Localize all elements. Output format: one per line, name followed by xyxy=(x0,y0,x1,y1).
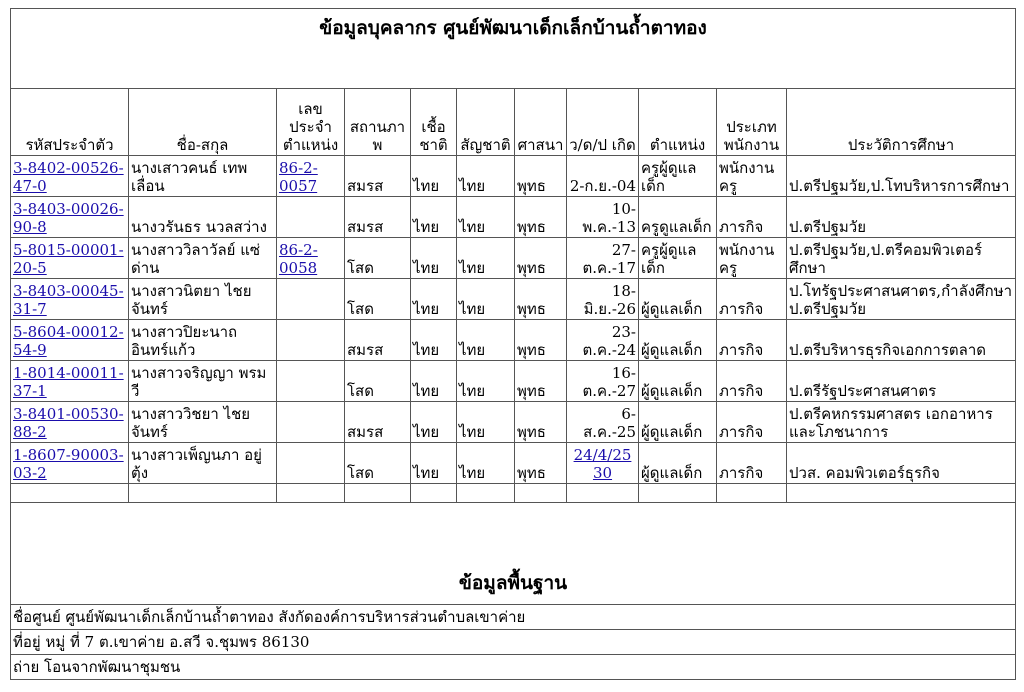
position-no-cell xyxy=(277,156,345,197)
table-row xyxy=(11,320,1016,361)
position-no-cell xyxy=(277,279,345,320)
education-cell: ป.ตรีปฐมวัย xyxy=(787,197,1016,238)
id-cell xyxy=(11,156,129,197)
birth-cell: 23-ต.ค.-24 xyxy=(567,320,639,361)
position-cell: ครูผู้ดูแลเด็ก xyxy=(639,238,717,279)
personnel-id-link[interactable]: 3-8403-00026-90-8 xyxy=(13,200,124,236)
education-cell: ป.ตรีปฐมวัย,ป.โทบริหารการศึกษา xyxy=(787,156,1016,197)
nationality-cell: ไทย xyxy=(457,238,515,279)
staff-type-cell: ภารกิจ xyxy=(717,402,787,443)
table-row xyxy=(11,402,1016,443)
status-cell: สมรส xyxy=(345,156,411,197)
position-cell: ผู้ดูแลเด็ก xyxy=(639,443,717,484)
position-cell: ผู้ดูแลเด็ก xyxy=(639,279,717,320)
table-header xyxy=(11,89,1016,156)
info-address: ที่อยู่ หมู่ ที่ 7 ต.เขาค่าย อ.สวี จ.ชุมพร 86130 xyxy=(11,630,1016,655)
position-cell: ผู้ดูแลเด็ก xyxy=(639,361,717,402)
status-cell: โสด xyxy=(345,361,411,402)
name-cell: นางสาววิลาวัลย์ แซ่ด่าน xyxy=(129,238,277,279)
nationality-cell: ไทย xyxy=(457,402,515,443)
nationality-cell: ไทย xyxy=(457,197,515,238)
position-cell: ผู้ดูแลเด็ก xyxy=(639,320,717,361)
status-cell: โสด xyxy=(345,279,411,320)
name-cell: นางสาววิชยา ไชยจันทร์ xyxy=(129,402,277,443)
name-cell: นางสาวเพ็ญนภา อยู่ตุ้ง xyxy=(129,443,277,484)
position-cell: ครูดูแลเด็ก xyxy=(639,197,717,238)
table-row xyxy=(11,197,1016,238)
birth-cell: 18-มิ.ย.-26 xyxy=(567,279,639,320)
education-cell: ป.ตรีปฐมวัย,ป.ตรีคอมพิวเตอร์ศึกษา xyxy=(787,238,1016,279)
section-title: ข้อมูลพื้นฐาน xyxy=(11,503,1016,605)
staff-type-cell: ภารกิจ xyxy=(717,279,787,320)
personnel-id-link[interactable]: 3-8403-00045-31-7 xyxy=(13,282,124,318)
position-no-link[interactable]: 86-2-0058 xyxy=(279,241,318,277)
header-nationality: สัญชาติ xyxy=(457,89,515,156)
header-position: ตำแหน่ง xyxy=(639,89,717,156)
birth-cell xyxy=(567,443,639,484)
personnel-id-link[interactable]: 1-8607-90003-03-2 xyxy=(13,446,124,482)
education-cell: ป.ตรีคหกรรมศาสตร เอกอาหารและโภชนาการ xyxy=(787,402,1016,443)
name-cell: นางสาวปิยะนาถ อินทร์แก้ว xyxy=(129,320,277,361)
religion-cell: พุทธ xyxy=(515,156,567,197)
birth-cell: 16-ต.ค.-27 xyxy=(567,361,639,402)
name-cell: นางเสาวคนธ์ เทพเลื่อน xyxy=(129,156,277,197)
race-cell: ไทย xyxy=(411,443,457,484)
id-cell xyxy=(11,402,129,443)
header-staff-type: ประเภทพนักงาน xyxy=(717,89,787,156)
header-education: ประวัติการศึกษา xyxy=(787,89,1016,156)
education-cell: ป.โทรัฐประศาสนศาตร,กำลังศึกษาป.ตรีปฐมวัย xyxy=(787,279,1016,320)
info-center-name: ชื่อศูนย์ ศูนย์พัฒนาเด็กเล็กบ้านถ้ำตาทอง สังกัดองค์การบริหารส่วนตำบลเขาค่าย xyxy=(11,605,1016,630)
id-cell xyxy=(11,443,129,484)
education-cell: ป.ตรีรัฐประศาสนศาตร xyxy=(787,361,1016,402)
race-cell: ไทย xyxy=(411,238,457,279)
header-name: ชื่อ-สกุล xyxy=(129,89,277,156)
religion-cell: พุทธ xyxy=(515,238,567,279)
nationality-cell: ไทย xyxy=(457,320,515,361)
header-position-no: เลขประจำตำแหน่ง xyxy=(277,89,345,156)
race-cell: ไทย xyxy=(411,402,457,443)
religion-cell: พุทธ xyxy=(515,361,567,402)
page-title: ข้อมูลบุคลากร ศูนย์พัฒนาเด็กเล็กบ้านถ้ำตาทอง xyxy=(11,9,1016,89)
race-cell: ไทย xyxy=(411,320,457,361)
personnel-id-link[interactable]: 3-8401-00530-88-2 xyxy=(13,405,124,441)
status-cell: สมรส xyxy=(345,402,411,443)
nationality-cell: ไทย xyxy=(457,443,515,484)
birth-cell: 10-พ.ค.-13 xyxy=(567,197,639,238)
birth-cell: 6-ส.ค.-25 xyxy=(567,402,639,443)
position-no-cell xyxy=(277,361,345,402)
race-cell: ไทย xyxy=(411,279,457,320)
race-cell: ไทย xyxy=(411,361,457,402)
name-cell: นางสาวจริญญา พรมวี xyxy=(129,361,277,402)
table-row xyxy=(11,238,1016,279)
id-cell xyxy=(11,320,129,361)
personnel-id-link[interactable]: 1-8014-00011-37-1 xyxy=(13,364,124,400)
religion-cell: พุทธ xyxy=(515,443,567,484)
info-transfer: ถ่าย โอนจากพัฒนาชุมชน xyxy=(11,655,1016,680)
religion-cell: พุทธ xyxy=(515,402,567,443)
name-cell: นางวรันธร นวลสว่าง xyxy=(129,197,277,238)
staff-type-cell: ภารกิจ xyxy=(717,197,787,238)
staff-type-cell: พนักงานครู xyxy=(717,156,787,197)
staff-type-cell: พนักงานครู xyxy=(717,238,787,279)
nationality-cell: ไทย xyxy=(457,156,515,197)
position-cell: ครูผู้ดูแลเด็ก xyxy=(639,156,717,197)
table-row xyxy=(11,443,1016,484)
table-row xyxy=(11,279,1016,320)
id-cell xyxy=(11,361,129,402)
status-cell: สมรส xyxy=(345,320,411,361)
nationality-cell: ไทย xyxy=(457,279,515,320)
staff-type-cell: ภารกิจ xyxy=(717,320,787,361)
position-no-cell xyxy=(277,443,345,484)
race-cell: ไทย xyxy=(411,156,457,197)
birth-cell: 27-ต.ค.-17 xyxy=(567,238,639,279)
staff-type-cell: ภารกิจ xyxy=(717,443,787,484)
birth-cell: 2-ก.ย.-04 xyxy=(567,156,639,197)
header-race: เชื้อชาติ xyxy=(411,89,457,156)
id-cell xyxy=(11,197,129,238)
empty-row xyxy=(11,484,1016,503)
personnel-id-link[interactable]: 5-8015-00001-20-5 xyxy=(13,241,124,277)
status-cell: โสด xyxy=(345,443,411,484)
header-birth: ว/ด/ป เกิด xyxy=(567,89,639,156)
personnel-id-link[interactable]: 3-8402-00526-47-0 xyxy=(13,159,124,195)
header-religion: ศาสนา xyxy=(515,89,567,156)
birth-date-link[interactable]: 24/4/2530 xyxy=(573,446,632,482)
staff-type-cell: ภารกิจ xyxy=(717,361,787,402)
name-cell: นางสาวนิตยา ไชยจันทร์ xyxy=(129,279,277,320)
position-no-cell xyxy=(277,320,345,361)
status-cell: โสด xyxy=(345,238,411,279)
personnel-table xyxy=(10,8,1016,680)
position-no-cell xyxy=(277,402,345,443)
header-id: รหัสประจำตัว xyxy=(11,89,129,156)
religion-cell: พุทธ xyxy=(515,279,567,320)
position-no-cell xyxy=(277,238,345,279)
header-status: สถานภาพ xyxy=(345,89,411,156)
position-cell: ผู้ดูแลเด็ก xyxy=(639,402,717,443)
position-no-link[interactable]: 86-2-0057 xyxy=(279,159,318,195)
id-cell xyxy=(11,279,129,320)
race-cell: ไทย xyxy=(411,197,457,238)
table-row xyxy=(11,361,1016,402)
religion-cell: พุทธ xyxy=(515,197,567,238)
education-cell: ปวส. คอมพิวเตอร์ธุรกิจ xyxy=(787,443,1016,484)
status-cell: สมรส xyxy=(345,197,411,238)
nationality-cell: ไทย xyxy=(457,361,515,402)
table-row xyxy=(11,156,1016,197)
personnel-id-link[interactable]: 5-8604-00012-54-9 xyxy=(13,323,124,359)
religion-cell: พุทธ xyxy=(515,320,567,361)
id-cell xyxy=(11,238,129,279)
position-no-cell xyxy=(277,197,345,238)
education-cell: ป.ตรีบริหารธุรกิจเอกการตลาด xyxy=(787,320,1016,361)
